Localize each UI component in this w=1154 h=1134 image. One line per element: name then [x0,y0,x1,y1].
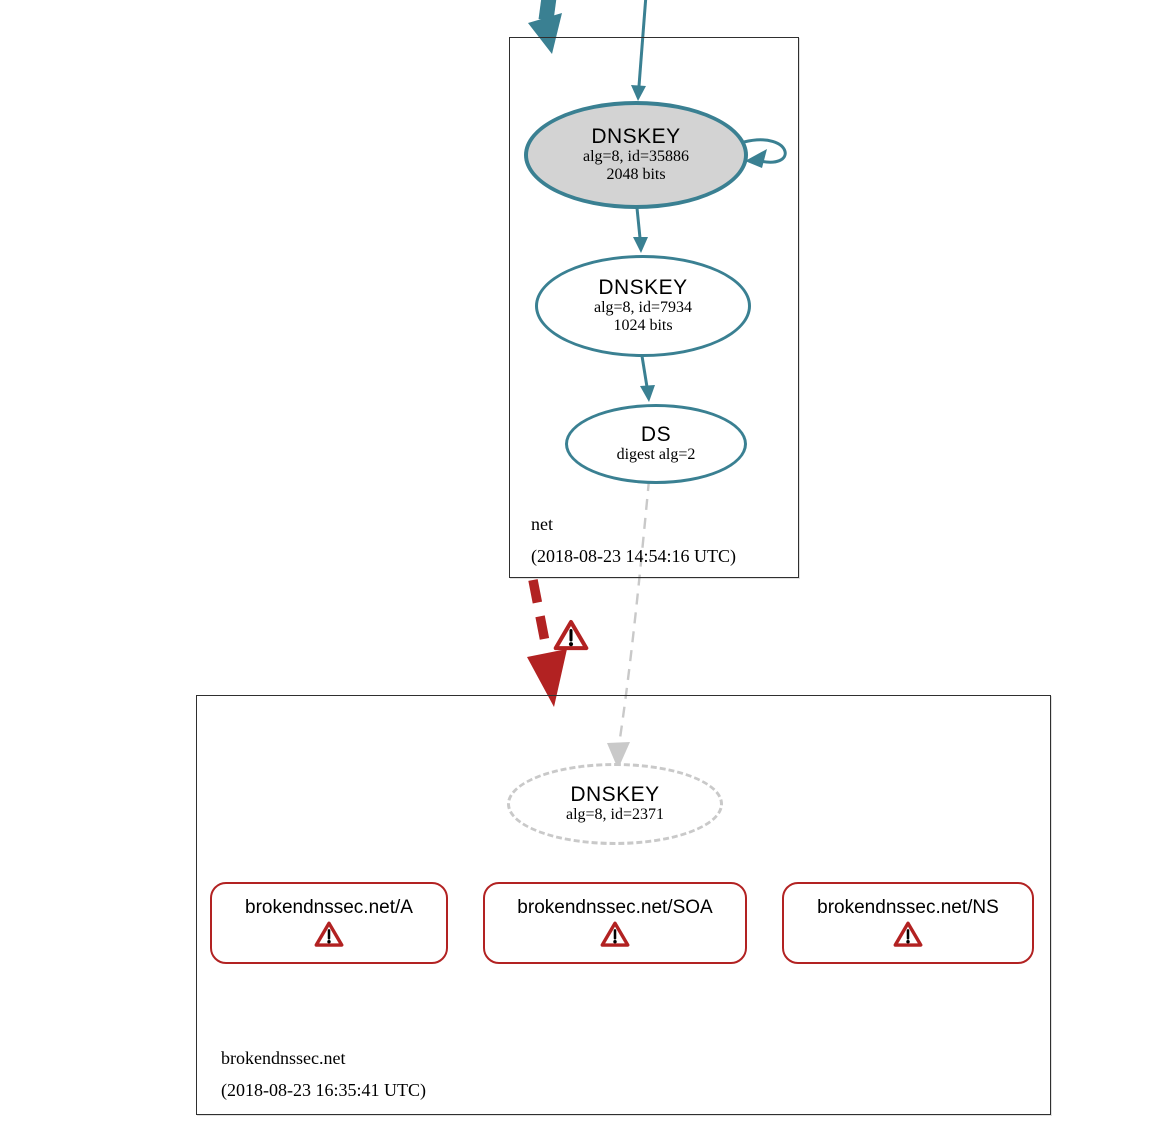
node-dnskey-2371 [507,763,723,845]
node-detail: alg=8, id=2371 [565,805,665,823]
rrset-label: brokendnssec.net/A [245,897,413,919]
node-title: DNSKEY [591,124,681,148]
zone-box-brokendnssec-net [196,695,1051,1115]
rrset-label: brokendnssec.net/NS [817,897,999,919]
node-detail: digest alg=2 [616,445,696,463]
zone-timestamp: (2018-08-23 14:54:16 UTC) [531,546,736,566]
node-title: DS [640,422,672,446]
zone-box-net [509,37,799,578]
node-title: DNSKEY [570,782,660,806]
edge-bogus-delegation [527,580,567,707]
warning-icon [314,921,344,948]
node-detail: alg=8, id=35886 [582,147,690,165]
zone-name: brokendnssec.net [221,1048,346,1068]
warning-icon [556,622,587,648]
zone-timestamp: (2018-08-23 16:35:41 UTC) [221,1080,426,1100]
warning-icon [600,921,630,948]
node-dnskey-7934 [535,255,751,357]
zone-name: net [531,514,553,534]
node-detail: 2048 bits [606,166,666,184]
rrset-label: brokendnssec.net/SOA [517,897,713,919]
node-ds [565,404,747,484]
rrset-box-soa [483,882,747,964]
node-detail: alg=8, id=7934 [593,298,693,316]
node-dnskey-35886 [524,101,748,209]
rrset-box-ns [782,882,1034,964]
warning-icon [893,921,923,948]
node-detail: 1024 bits [613,317,673,335]
node-title: DNSKEY [598,275,688,299]
rrset-box-a [210,882,448,964]
